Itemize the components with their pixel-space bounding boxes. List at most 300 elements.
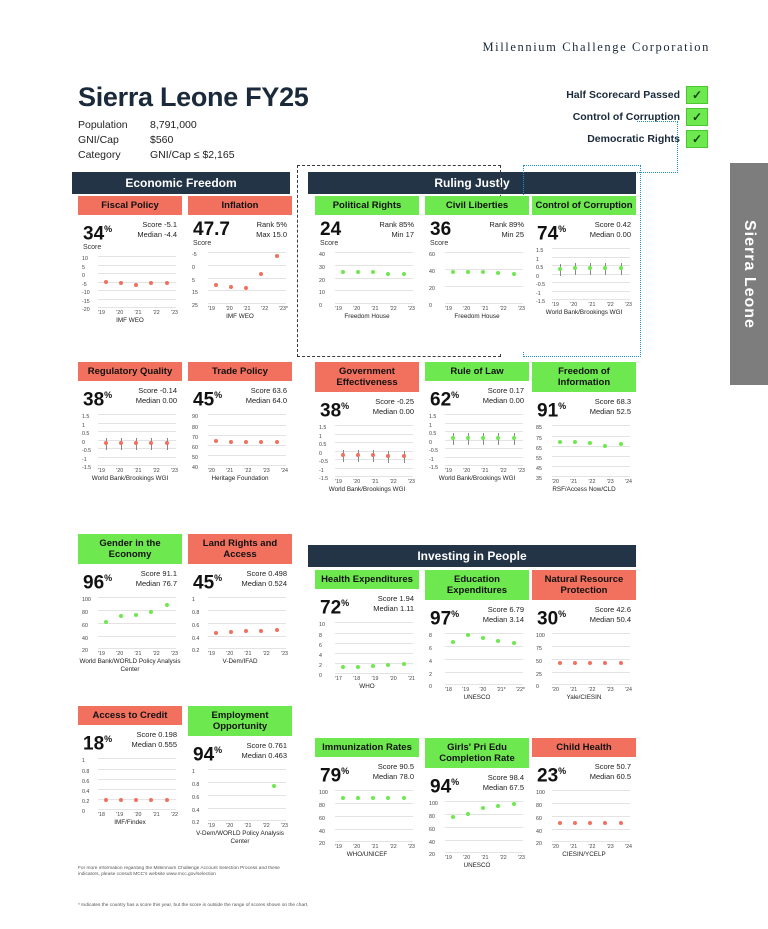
x-tick-label: '18	[353, 676, 361, 683]
y-tick-label: 0.6	[192, 794, 200, 801]
indicator-chart	[192, 412, 288, 474]
x-tick-label: '21	[152, 812, 160, 819]
indicator-score-label: Score -0.14	[138, 386, 177, 395]
x-tick-labels	[445, 306, 525, 312]
indicator-value: 45%	[193, 389, 223, 411]
y-tick-label: 5	[82, 264, 85, 271]
gridline	[98, 465, 176, 466]
x-tick-label: '19	[445, 468, 452, 475]
y-tick-label: 8	[429, 633, 432, 640]
data-point	[558, 267, 562, 271]
indicator-score	[78, 215, 182, 254]
indicator-title: Fiscal Policy	[78, 196, 182, 215]
indicator-chart	[192, 250, 288, 312]
data-point	[371, 796, 375, 800]
x-tick-label: '23	[408, 306, 415, 312]
data-point	[104, 280, 108, 284]
indicator-median-label: Median 0.00	[589, 230, 631, 239]
indicator-value: 72%	[320, 597, 350, 619]
x-tick-label: '19	[116, 812, 124, 819]
indicator-source: World Bank/Brookings WGI	[328, 486, 406, 494]
gridline	[335, 434, 413, 435]
gridline	[445, 827, 523, 828]
x-tick-labels	[552, 302, 632, 308]
y-tick-label: 100	[82, 597, 91, 604]
plot-area	[552, 425, 630, 476]
x-tick-label: '23*	[279, 306, 288, 312]
indicator-median-label: Median 0.00	[135, 396, 177, 405]
gridline	[335, 425, 413, 426]
y-tick-label: 0.5	[429, 431, 437, 438]
y-tick-label: 1	[82, 758, 85, 765]
indicator-score-label: Score 6.79	[487, 605, 524, 614]
indicator-source: Yale/CIESIN	[566, 694, 602, 702]
x-tick-label: '24	[625, 844, 632, 851]
indicator-median-label: Median 0.00	[372, 407, 414, 416]
x-tick-labels	[335, 676, 415, 682]
y-tick-label: 0.2	[82, 799, 90, 806]
indicator-value: 94%	[193, 744, 223, 766]
x-tick-label: '18	[98, 812, 105, 819]
indicator-card	[78, 196, 182, 352]
x-tick-label: '21	[244, 651, 252, 658]
x-tick-label: '23	[281, 823, 288, 830]
x-tick-label: '22	[499, 306, 507, 312]
indicator-stats	[246, 386, 287, 409]
indicator-chart	[82, 595, 178, 657]
indicator-card	[532, 196, 636, 352]
y-tick-label: 4	[319, 652, 322, 659]
indicator-card	[78, 534, 182, 700]
gridline	[98, 809, 176, 810]
y-tick-label: 1.5	[319, 425, 327, 432]
x-tick-label: '21	[244, 823, 252, 830]
indicator-source: World Bank/Brookings WGI	[545, 309, 623, 317]
data-point	[496, 271, 500, 275]
indicator-score	[78, 564, 182, 595]
x-tick-label: '18	[445, 687, 452, 694]
gridline	[98, 414, 176, 415]
indicator-card	[532, 362, 636, 528]
data-point	[386, 663, 390, 667]
indicator-value: 62%	[430, 389, 460, 411]
x-tick-label: '23	[606, 687, 614, 694]
indicator-value: 74%	[537, 223, 567, 245]
x-tick-label: '22	[588, 687, 596, 694]
indicator-stats	[483, 605, 524, 628]
indicator-value: 23%	[537, 765, 567, 787]
data-point	[619, 821, 623, 825]
x-tick-label: '19	[445, 306, 452, 312]
gridline	[208, 610, 286, 611]
y-tick-label: 100	[319, 790, 328, 797]
x-tick-labels	[98, 310, 178, 316]
data-point	[259, 629, 263, 633]
y-tick-label: 0	[536, 684, 539, 691]
indicator-title: Political Rights	[315, 196, 419, 215]
gridline	[335, 252, 413, 253]
check-label: Control of Corruption	[572, 111, 680, 123]
gridline	[208, 252, 286, 253]
indicator-chart	[536, 788, 632, 850]
x-tick-label: '20	[463, 855, 471, 862]
x-tick-label: '20	[463, 468, 471, 475]
y-tick-label: 30	[319, 264, 325, 271]
y-tick-label: -5	[82, 281, 87, 288]
y-tick-label: 40	[319, 828, 325, 835]
data-point	[214, 283, 218, 287]
indicator-chart	[429, 631, 525, 693]
y-tick-label: 80	[429, 814, 435, 821]
plot-area	[208, 769, 286, 820]
indicator-median-label: Median 60.5	[589, 772, 631, 781]
x-tick-labels	[552, 479, 632, 485]
x-tick-label: '19	[335, 306, 342, 312]
indicator-card	[188, 362, 292, 528]
plot-area	[445, 801, 523, 852]
y-tick-label: 40	[82, 635, 88, 642]
fact-label: GNI/Cap	[78, 134, 119, 146]
indicator-chart	[82, 756, 178, 818]
gridline	[335, 290, 413, 291]
y-tick-label: 40	[192, 465, 198, 472]
indicator-score-label: Rank 89%	[489, 220, 524, 229]
x-tick-label: '21	[408, 676, 415, 683]
indicator-title: Control of Corruption	[532, 196, 636, 215]
y-tick-label: 0	[319, 303, 322, 309]
indicator-title: Girls' Pri Edu Completion Rate	[425, 738, 529, 768]
indicator-source: World Bank/Brookings WGI	[91, 475, 169, 483]
indicator-median-label: Min 17	[391, 230, 414, 239]
gridline	[445, 423, 523, 424]
indicator-value-sub: Score	[430, 240, 449, 247]
indicator-stats	[590, 220, 631, 243]
gridline	[552, 684, 630, 685]
indicator-title: Child Health	[532, 738, 636, 757]
gridline	[445, 646, 523, 647]
data-point	[619, 661, 623, 665]
x-tick-label: '22	[588, 844, 596, 851]
y-tick-label: 0.5	[82, 431, 90, 438]
data-point	[272, 784, 276, 788]
indicator-value: 36	[430, 219, 452, 240]
y-tick-label: 0	[319, 450, 322, 457]
y-tick-label: 0.4	[192, 807, 200, 814]
gridline	[208, 808, 286, 809]
x-tick-label: '20	[116, 651, 124, 658]
y-tick-label: 80	[82, 610, 88, 617]
fact-value: GNI/Cap ≤ $2,165	[150, 149, 235, 161]
y-tick-label: 1	[536, 256, 539, 263]
gridline	[208, 265, 286, 266]
y-tick-label: 100	[536, 790, 545, 797]
gridline	[445, 286, 523, 287]
y-tick-label: 80	[536, 803, 542, 810]
indicator-median-label: Median -4.4	[137, 230, 177, 239]
gridline	[208, 820, 286, 821]
x-tick-labels	[445, 468, 525, 474]
y-tick-label: 10	[82, 256, 88, 263]
indicator-source: WHO/UNICEF	[346, 851, 388, 859]
indicator-value: 91%	[537, 400, 567, 422]
indicator-score-label: Score 91.1	[140, 569, 177, 578]
x-tick-label: '19	[445, 855, 452, 862]
indicator-score-label: Score 0.761	[246, 741, 287, 750]
indicator-title: Employment Opportunity	[188, 706, 292, 736]
data-point	[558, 440, 562, 444]
x-tick-label: '23	[625, 302, 632, 309]
y-tick-label: 60	[82, 622, 88, 629]
gridline	[208, 303, 286, 304]
gridline	[445, 252, 523, 253]
y-tick-label: 0	[82, 273, 85, 280]
indicator-chart	[192, 767, 288, 829]
plot-area	[98, 256, 176, 307]
gridline	[445, 465, 523, 466]
gridline	[552, 816, 630, 817]
y-tick-label: -1	[429, 456, 434, 463]
gridline	[208, 636, 286, 637]
x-tick-label: '21	[371, 306, 379, 312]
indicator-stats	[132, 730, 177, 753]
indicator-source: WHO	[359, 683, 375, 691]
indicator-card	[532, 570, 636, 736]
check-label: Democratic Rights	[587, 133, 680, 145]
x-tick-label: '21	[226, 468, 234, 475]
y-tick-label: 1	[319, 433, 322, 440]
gridline	[98, 623, 176, 624]
indicator-title: Access to Credit	[78, 706, 182, 725]
data-point	[149, 798, 153, 802]
indicator-score	[425, 768, 529, 799]
x-tick-label: '21	[588, 302, 596, 309]
data-point	[104, 620, 108, 624]
x-tick-label: '20	[570, 302, 578, 309]
y-tick-label: 80	[319, 803, 325, 810]
gridline	[335, 790, 413, 791]
plot-area	[98, 597, 176, 648]
data-point	[573, 266, 577, 270]
x-tick-label: '22	[389, 306, 397, 312]
gridline	[98, 299, 176, 300]
plot-area	[445, 414, 523, 465]
x-tick-label: '23	[408, 844, 415, 851]
data-point	[603, 821, 607, 825]
indicator-median-label: Median 78.0	[372, 772, 414, 781]
gridline	[98, 648, 176, 649]
indicator-stats	[137, 220, 177, 251]
y-tick-label: 0.4	[192, 635, 200, 642]
indicator-title: Trade Policy	[188, 362, 292, 381]
x-tick-label: '23	[171, 468, 178, 475]
indicator-card	[188, 706, 292, 866]
indicator-score-label: Score 63.6	[250, 386, 287, 395]
y-tick-label: -0.5	[82, 448, 92, 455]
x-tick-label: '20	[552, 479, 559, 486]
data-point	[371, 453, 375, 457]
indicator-median-label: Median 1.11	[373, 604, 414, 613]
gridline	[445, 414, 523, 415]
x-tick-label: '23	[408, 479, 415, 486]
x-tick-label: '22	[389, 844, 397, 851]
data-point	[371, 270, 375, 274]
plot-area	[445, 633, 523, 684]
x-tick-label: '19	[462, 687, 470, 694]
gridline	[552, 436, 630, 437]
data-point	[496, 804, 500, 808]
gridline	[552, 291, 630, 292]
data-point	[259, 440, 263, 444]
x-tick-label: '22	[152, 651, 160, 658]
y-tick-label: -1.5	[536, 299, 546, 306]
gridline	[208, 455, 286, 456]
indicator-median-label: Median 0.00	[482, 396, 524, 405]
plot-area	[335, 252, 413, 303]
y-tick-label: 0.8	[192, 782, 200, 789]
indicator-median-label: Max 15.0	[256, 230, 287, 239]
gridline	[552, 829, 630, 830]
gridline	[208, 414, 286, 415]
gridline	[445, 457, 523, 458]
indicator-score	[188, 215, 292, 250]
indicator-stats	[136, 386, 177, 409]
x-tick-label: '21	[481, 855, 489, 862]
data-point	[149, 441, 153, 445]
indicator-score	[315, 215, 419, 250]
indicator-stats	[136, 569, 177, 592]
y-tick-label: -5	[192, 252, 197, 258]
indicator-stats	[373, 397, 414, 420]
indicator-score-label: Score 0.198	[136, 730, 177, 739]
indicator-source: IMF WEO	[226, 313, 254, 320]
x-tick-label: '19	[371, 676, 379, 683]
data-point	[573, 661, 577, 665]
x-tick-label: '20	[552, 687, 559, 694]
check-row-half-scorecard	[468, 86, 708, 104]
indicator-card	[532, 738, 636, 898]
x-tick-label: '23	[281, 651, 288, 658]
gridline	[335, 265, 413, 266]
indicator-card	[315, 738, 419, 898]
y-tick-label: 0.6	[82, 778, 90, 785]
x-tick-label: '19	[98, 651, 105, 658]
x-tick-labels	[552, 844, 632, 850]
indicator-card	[315, 570, 419, 736]
gridline	[445, 852, 523, 853]
indicator-card	[188, 196, 292, 352]
indicator-card	[188, 534, 292, 700]
gridline	[98, 636, 176, 637]
indicator-title: Civil Liberties	[425, 196, 529, 215]
indicator-median-label: Median 76.7	[135, 579, 177, 588]
data-point	[341, 796, 345, 800]
indicator-median-label: Median 0.463	[241, 751, 287, 760]
indicator-stats	[590, 605, 631, 628]
indicator-source: IMF WEO	[116, 317, 144, 325]
check-mark-icon: ✓	[686, 130, 708, 148]
indicator-value: 24	[320, 219, 342, 240]
y-tick-label: 20	[319, 277, 325, 284]
y-tick-label: 0	[192, 264, 195, 271]
data-point	[119, 281, 123, 285]
gridline	[445, 431, 523, 432]
indicator-median-label: Median 3.14	[482, 615, 524, 624]
indicator-score	[315, 589, 419, 620]
indicator-median-label: Median 52.5	[589, 407, 631, 416]
y-tick-label: 50	[192, 455, 198, 462]
indicator-chart	[82, 412, 178, 474]
x-tick-label: '22	[262, 651, 270, 658]
data-point	[341, 270, 345, 274]
x-tick-label: '19	[208, 651, 215, 658]
gridline	[552, 466, 630, 467]
indicator-chart	[536, 423, 632, 485]
indicator-score	[425, 215, 529, 250]
fact-label: Category	[78, 149, 121, 161]
indicator-stats	[256, 220, 287, 247]
data-point	[512, 272, 516, 276]
indicator-title: Immunization Rates	[315, 738, 419, 757]
gridline	[208, 435, 286, 436]
data-point	[229, 630, 233, 634]
y-tick-label: 40	[536, 828, 542, 835]
indicator-score	[188, 381, 292, 412]
gridline	[445, 672, 523, 673]
x-tick-label: '22	[152, 468, 160, 475]
indicator-score	[532, 757, 636, 788]
category-label: Economic Freedom	[125, 176, 237, 190]
gridline	[98, 789, 176, 790]
x-tick-label: '19	[98, 468, 105, 475]
y-tick-label: 0.8	[192, 610, 200, 617]
gridline	[98, 597, 176, 598]
data-point	[603, 266, 607, 270]
gridline	[335, 816, 413, 817]
indicator-value: 79%	[320, 765, 350, 787]
x-tick-label: '19	[208, 306, 215, 312]
indicator-stats	[590, 762, 631, 785]
data-point	[104, 798, 108, 802]
indicator-value: 18%	[83, 733, 113, 755]
gridline	[335, 303, 413, 304]
y-tick-label: 50	[536, 658, 542, 665]
indicator-stats	[590, 397, 631, 420]
gridline	[335, 841, 413, 842]
plot-area	[208, 252, 286, 303]
x-tick-label: '19	[208, 823, 215, 830]
y-tick-label: 80	[192, 424, 198, 431]
y-tick-label: -1.5	[429, 465, 439, 472]
y-tick-label: 55	[536, 455, 542, 462]
x-tick-label: '21	[570, 479, 578, 486]
data-point	[451, 270, 455, 274]
x-tick-label: '20	[116, 468, 124, 475]
x-tick-label: '22	[389, 479, 397, 486]
y-tick-label: 0	[429, 303, 432, 309]
indicator-score-label: Score 98.4	[487, 773, 524, 782]
indicator-value-sub: Score	[83, 244, 102, 252]
gridline	[335, 476, 413, 477]
y-tick-label: 100	[429, 801, 438, 808]
data-point	[481, 806, 485, 810]
x-tick-label: '20	[208, 468, 215, 475]
gridline	[445, 633, 523, 634]
x-tick-label: '21	[134, 310, 142, 317]
y-tick-label: 8	[319, 632, 322, 639]
x-tick-label: '23	[518, 468, 525, 475]
gridline	[335, 622, 413, 623]
indicator-card	[315, 362, 419, 528]
